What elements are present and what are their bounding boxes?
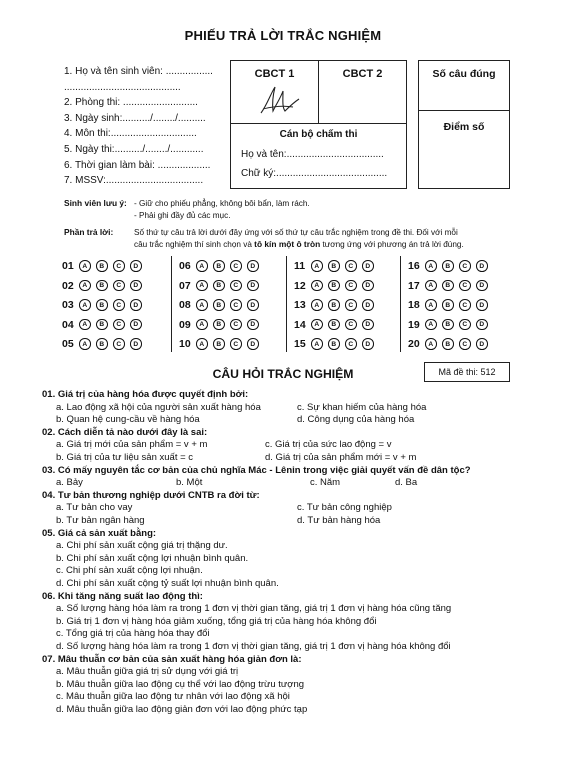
option-b[interactable]: b. Một [176, 477, 203, 489]
answer-bubble[interactable]: B [442, 260, 454, 272]
question-stem: 03. Có mấy nguyên tắc cơ bản của chủ nghĩa Mác - Lênin trong việc giải quyết vấn đề dân tộc? [42, 464, 471, 476]
bubble-row [294, 258, 379, 274]
option-b[interactable]: b. Giá trị 1 đơn vị hàng hóa giảm xuống, tổng giá trị của hàng hóa không đổi [56, 615, 377, 627]
bubble-row [62, 336, 147, 352]
answer-bubble[interactable]: D [130, 319, 142, 331]
answer-bubble[interactable]: C [345, 338, 357, 350]
student-info-fields [64, 64, 213, 189]
cbct1-label: CBCT 1 [254, 68, 295, 80]
bubble-question-number: 16 [408, 260, 420, 272]
bubble-question-number: 11 [294, 260, 306, 272]
attention-line-2: - Phải ghi đầy đủ các mục. [134, 211, 231, 220]
answer-bubble[interactable]: D [247, 260, 259, 272]
bubble-row [294, 278, 379, 294]
answer-bubble[interactable]: B [328, 260, 340, 272]
attention-label: Sinh viên lưu ý: [64, 198, 127, 208]
bubble-row [62, 278, 147, 294]
answer-instructions [64, 227, 534, 251]
option-b[interactable]: b. Mâu thuẫn giữa lao động cụ thể với lao động trừu tượng [56, 678, 305, 690]
question-stem: 05. Giá cả sản xuất bằng: [42, 527, 157, 539]
answer-bubble[interactable]: C [230, 319, 242, 331]
option-c[interactable]: c. Sự khan hiếm của hàng hóa [297, 401, 427, 413]
page-title: PHIẾU TRẢ LỜI TRẮC NGHIỆM [184, 28, 382, 43]
bubble-row [179, 317, 264, 333]
info-name[interactable]: 1. Họ và tên sinh viên: ................. [64, 66, 213, 77]
bubble-question-number: 13 [294, 299, 306, 311]
info-exam-date[interactable]: 5. Ngày thi:........../......../............ [64, 143, 204, 155]
answer-bubble[interactable]: D [362, 319, 374, 331]
answer-bubble[interactable]: D [476, 260, 488, 272]
option-a[interactable]: a. Giá trị mới của sản phẩm = v + m [56, 439, 208, 451]
answer-bubble[interactable]: C [459, 260, 471, 272]
answer-bubble[interactable]: B [442, 299, 454, 311]
answer-bubble[interactable]: A [196, 280, 208, 292]
answer-bubble[interactable]: A [311, 319, 323, 331]
answer-bubble[interactable]: B [328, 299, 340, 311]
bubble-row [408, 297, 493, 313]
bubble-row [408, 278, 493, 294]
answer-bubble[interactable]: C [345, 280, 357, 292]
answer-line-2a: câu trắc nghiệm thí sinh chọn và [134, 240, 255, 249]
answer-bubble[interactable]: A [79, 338, 91, 350]
option-a[interactable]: a. Số lượng hàng hóa làm ra trong 1 đơn vị thời gian tăng, giá trị 1 đơn vị hàng hóa cũng tăng [56, 603, 452, 615]
bubble-question-number: 20 [408, 338, 420, 350]
bubble-row [179, 297, 264, 313]
option-c[interactable]: c. Năm [310, 477, 341, 489]
answer-bubble[interactable]: A [311, 260, 323, 272]
bubble-question-number: 17 [408, 279, 420, 292]
answer-bubble[interactable]: C [113, 260, 125, 272]
answer-bubble[interactable]: D [130, 299, 142, 311]
question-stem: 01. Giá trị của hàng hóa được quyết định bởi: [42, 389, 249, 400]
questions-title: CÂU HỎI TRẮC NGHIỆM [212, 367, 354, 381]
answer-bubble[interactable]: B [96, 338, 108, 350]
bubble-question-number: 18 [408, 299, 420, 311]
answer-label: Phần trả lời: [64, 227, 114, 237]
answer-line-2c: tương ứng với phương án trả lời đúng. [320, 240, 464, 249]
bubble-row [408, 258, 493, 274]
option-d[interactable]: d. Mâu thuẫn giữa lao động giản đơn với lao động phức tạp [56, 704, 308, 715]
bubble-question-number: 01 [62, 260, 74, 272]
answer-bubble[interactable]: A [311, 338, 323, 350]
answer-bubble[interactable]: A [196, 319, 208, 331]
option-b[interactable]: b. Tư bản ngân hàng [56, 515, 145, 526]
bubble-row [62, 258, 147, 274]
option-a[interactable]: a. Chi phí sản xuất cộng giá trị thặng dư. [56, 540, 228, 552]
info-room[interactable]: 2. Phòng thi: ........................... [64, 97, 198, 109]
answer-bubble[interactable]: A [425, 280, 437, 292]
answer-bubble[interactable]: B [96, 280, 108, 292]
answer-bubble[interactable]: C [230, 280, 242, 292]
bubble-row [408, 336, 493, 352]
answer-bubble[interactable]: B [213, 260, 225, 272]
bubble-row [294, 297, 379, 313]
answer-bubble[interactable]: A [425, 260, 437, 272]
question-stem: 04. Tư bản thương nghiệp dưới CNTB ra đời từ: [42, 489, 260, 501]
option-c[interactable]: c. Tư bản công nghiệp [297, 502, 392, 514]
bubble-question-number: 10 [179, 338, 191, 350]
cbct1-signature [253, 83, 303, 119]
answer-line-2b: tô kín một ô tròn [254, 239, 321, 249]
option-d[interactable]: d. Số lượng hàng hóa làm ra trong 1 đơn vị thời gian tăng, giá trị 1 đơn vị hàng hóa không đổi [56, 641, 451, 652]
option-c[interactable]: c. Giá trị của sức lao động = v [265, 439, 392, 451]
exam-code [424, 362, 510, 382]
answer-bubble[interactable]: D [362, 260, 374, 272]
bubble-question-number: 06 [179, 260, 191, 272]
answer-bubble[interactable]: A [196, 260, 208, 272]
question-stem: 07. Mâu thuẫn cơ bản của sản xuất hàng hóa giản đơn là: [42, 653, 302, 665]
answer-bubble[interactable]: D [362, 299, 374, 311]
answer-bubble[interactable]: D [476, 338, 488, 350]
grader-signature-field[interactable]: Chữ ký:........................................ [241, 168, 388, 179]
score-box [418, 60, 510, 189]
answer-bubble[interactable]: C [113, 338, 125, 350]
answer-bubble[interactable]: A [311, 280, 323, 292]
answer-bubble[interactable]: D [247, 338, 259, 350]
bubble-question-number: 15 [294, 338, 306, 350]
option-b[interactable]: b. Chi phí sản xuất cộng lợi nhuận bình quân. [56, 552, 249, 564]
answer-bubble[interactable]: C [345, 299, 357, 311]
info-student-id[interactable]: 7. MSSV:................................... [64, 175, 204, 187]
bubble-question-number: 05 [62, 338, 74, 350]
answer-bubble[interactable]: A [196, 299, 208, 311]
answer-bubble[interactable]: D [247, 299, 259, 311]
bubble-row [408, 317, 493, 333]
bubble-question-number: 08 [179, 299, 191, 311]
bubble-question-number: 09 [179, 318, 191, 331]
option-a[interactable]: a. Bảy [56, 477, 83, 489]
answer-bubble[interactable]: C [113, 319, 125, 331]
grader-name-field[interactable]: Họ và tên:................................... [241, 149, 384, 160]
answer-bubble[interactable]: B [96, 319, 108, 331]
answer-bubble[interactable]: B [213, 299, 225, 311]
answer-bubble[interactable]: A [425, 299, 437, 311]
bubble-row [294, 317, 379, 333]
question-stem: 02. Cách diễn tả nào dưới đây là sai: [42, 426, 208, 438]
bubble-question-number: 12 [294, 279, 306, 292]
grader-title: Cán bộ chấm thi [279, 129, 358, 140]
option-d[interactable]: d. Tư bản hàng hóa [297, 515, 381, 526]
attention-note [64, 198, 524, 222]
answer-bubble[interactable]: A [425, 319, 437, 331]
bubble-question-number: 07 [179, 279, 191, 292]
bubble-question-number: 03 [62, 299, 74, 311]
answer-bubble[interactable]: C [459, 338, 471, 350]
info-duration[interactable]: 6. Thời gian làm bài: ................... [64, 159, 211, 171]
bubble-question-number: 02 [62, 279, 74, 292]
bubble-question-number: 14 [294, 318, 306, 331]
option-d[interactable]: d. Chi phí sản xuất cộng tỷ suất lợi nhuận bình quân. [56, 578, 279, 589]
answer-bubble[interactable]: A [425, 338, 437, 350]
option-a[interactable]: a. Tư bản cho vay [56, 502, 133, 514]
score-label: Điểm số [443, 121, 485, 133]
answer-bubble[interactable]: C [230, 260, 242, 272]
option-d[interactable]: d. Giá trị của sản phẩm mới = v + m [265, 452, 417, 463]
answer-line-1: Số thứ tự câu trả lời dưới đây ứng với số thứ tự câu trắc nghiệm trong đề thi. Đối với mỗi [134, 228, 458, 237]
answer-bubble[interactable]: B [328, 338, 340, 350]
answer-bubble[interactable]: D [130, 338, 142, 350]
option-a[interactable]: a. Lao động xã hội của người sản xuất hàng hóa [56, 401, 261, 413]
answer-bubble[interactable]: B [96, 299, 108, 311]
option-a[interactable]: a. Mâu thuẫn giữa giá trị sử dụng với giá trị [56, 666, 239, 678]
answer-bubble[interactable]: D [247, 319, 259, 331]
answer-bubble[interactable]: D [476, 299, 488, 311]
answer-bubble[interactable]: B [96, 260, 108, 272]
bubble-question-number: 04 [62, 318, 74, 331]
bubble-row [179, 258, 264, 274]
bubble-row [62, 317, 147, 333]
answer-bubble[interactable]: D [362, 280, 374, 292]
answer-bubble[interactable]: B [442, 319, 454, 331]
answer-bubble[interactable]: B [442, 280, 454, 292]
bubble-row [294, 336, 379, 352]
answer-bubble[interactable]: B [328, 280, 340, 292]
cbct2-label: CBCT 2 [342, 68, 383, 80]
option-d[interactable]: d. Công dụng của hàng hóa [297, 414, 415, 426]
answer-bubble[interactable]: A [79, 280, 91, 292]
answer-bubble[interactable]: D [130, 280, 142, 292]
info-dob[interactable]: 3. Ngày sinh:........../......../.......... [64, 112, 206, 124]
bubble-question-number: 19 [408, 318, 420, 331]
option-c[interactable]: c. Tổng giá trị của hàng hóa thay đổi [56, 628, 210, 640]
answer-bubble[interactable]: C [113, 299, 125, 311]
attention-line-1: - Giữ cho phiếu phẳng, không bôi bẩn, làm rách. [134, 199, 310, 208]
answer-bubble[interactable]: D [362, 338, 374, 350]
answer-bubble[interactable]: B [442, 338, 454, 350]
info-name-cont[interactable]: .......................................... [64, 81, 181, 93]
answer-bubble[interactable]: C [459, 299, 471, 311]
answer-bubble[interactable]: B [213, 319, 225, 331]
answer-bubble[interactable]: C [345, 260, 357, 272]
answer-bubble[interactable]: B [213, 338, 225, 350]
answer-bubble[interactable]: A [196, 338, 208, 350]
answer-bubble[interactable]: C [113, 280, 125, 292]
option-c[interactable]: c. Mâu thuẫn giữa lao động tư nhân với lao động xã hội [56, 691, 290, 703]
answer-bubble[interactable]: B [213, 280, 225, 292]
bubble-row [179, 336, 264, 352]
answer-bubble[interactable]: D [476, 280, 488, 292]
grader-box [230, 60, 407, 189]
answer-bubble[interactable]: A [79, 319, 91, 331]
exam-code-text: Mã đề thi: 512 [438, 367, 496, 377]
option-b[interactable]: b. Giá trị của tư liệu sản xuất = c [56, 452, 194, 463]
answer-bubble[interactable]: A [79, 299, 91, 311]
answer-bubble[interactable]: C [230, 299, 242, 311]
answer-bubble[interactable]: C [345, 319, 357, 331]
answer-bubble[interactable]: D [130, 260, 142, 272]
answer-bubble[interactable]: B [328, 319, 340, 331]
info-subject[interactable]: 4. Môn thi:............................... [64, 128, 197, 140]
answer-bubble[interactable]: C [459, 280, 471, 292]
option-d[interactable]: d. Ba [395, 477, 418, 489]
option-b[interactable]: b. Quan hệ cung-cầu về hàng hóa [56, 414, 200, 426]
answer-bubble[interactable]: C [230, 338, 242, 350]
answer-bubble[interactable]: D [476, 319, 488, 331]
answer-bubble[interactable]: A [311, 299, 323, 311]
bubble-row [179, 278, 264, 294]
bubble-row [62, 297, 147, 313]
answer-bubble[interactable]: A [79, 260, 91, 272]
answer-bubble[interactable]: C [459, 319, 471, 331]
correct-count-label: Số câu đúng [432, 68, 496, 80]
answer-bubble[interactable]: D [247, 280, 259, 292]
question-stem: 06. Khi tăng năng suất lao động thì: [42, 590, 203, 602]
option-c[interactable]: c. Chi phí sản xuất cộng lợi nhuận. [56, 565, 203, 577]
